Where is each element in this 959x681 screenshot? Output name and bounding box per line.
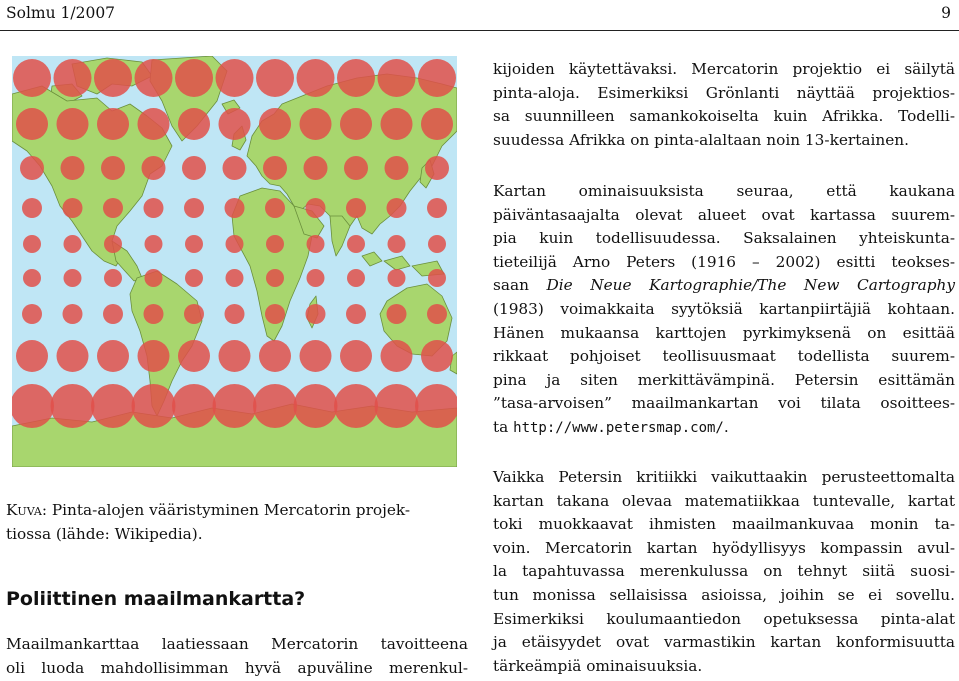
tissot-circle [144, 304, 164, 324]
right-paragraph-3 [493, 466, 955, 678]
right-paragraph-1 [493, 58, 955, 152]
caption-label: Kuva: [6, 501, 47, 519]
text-line: tun monissa sellaisissa asioissa, joihin se ei sovellu. [493, 585, 955, 604]
tissot-circle [307, 235, 325, 253]
tissot-circle [300, 108, 332, 140]
tissot-circle [142, 156, 166, 180]
tissot-circle [219, 340, 251, 372]
text-fragment: ta [493, 417, 514, 436]
tissot-circle [54, 59, 92, 97]
left-paragraph [6, 633, 468, 680]
page-number: 9 [941, 4, 951, 22]
text-line: Hänen mukaansa karttojen pyrkimyksenä on esittää [493, 323, 955, 342]
tissot-circle [145, 235, 163, 253]
tissot-circle [135, 59, 173, 97]
tissot-circle [12, 384, 54, 428]
text-line: toki muokkaavat ihmisten maailmankuvaa monin ta- [493, 515, 955, 534]
tissot-circle [103, 304, 123, 324]
tissot-circle [138, 108, 170, 140]
caption-line [6, 499, 466, 523]
tissot-circle [256, 59, 294, 97]
tissot-circle [265, 198, 285, 218]
tissot-circle [300, 340, 332, 372]
tissot-circle [145, 269, 163, 287]
tissot-circle [428, 269, 446, 287]
tissot-circle [226, 269, 244, 287]
text-line: voin. Mercatorin kartan hyödyllisyys kompassin avul- [493, 538, 955, 557]
figure-caption [6, 499, 466, 546]
text-line [493, 274, 955, 298]
tissot-circle [297, 59, 335, 97]
text-line: pia kuin todellisuudessa. Saksalainen yhteiskunta- [493, 229, 955, 248]
section-title: Poliittinen maailmankartta? [6, 588, 306, 610]
tissot-circle [427, 304, 447, 324]
tissot-circle [91, 384, 135, 428]
tissot-circle [51, 384, 95, 428]
tissot-circle [253, 384, 297, 428]
tissot-circle [178, 340, 210, 372]
tissot-circle [103, 198, 123, 218]
tissot-circle [337, 59, 375, 97]
caption-text: Pinta-alojen vääristyminen Mercatorin projek- [51, 501, 411, 519]
tissot-circle [378, 59, 416, 97]
right-paragraph-2 [493, 180, 955, 441]
tissot-circle [294, 384, 338, 428]
tissot-circle [132, 384, 176, 428]
tissot-circle [63, 304, 83, 324]
tissot-circle [172, 384, 216, 428]
text-line: Kartan ominaisuuksista seuraa, että kaukana [493, 182, 955, 200]
tissot-circle [64, 269, 82, 287]
tissot-circle [226, 235, 244, 253]
book-title: Die Neue Kartographie/The New Cartography [546, 276, 955, 295]
tissot-circle [213, 384, 257, 428]
tissot-circle [428, 235, 446, 253]
tissot-circle [266, 235, 284, 253]
tissot-circle [225, 198, 245, 218]
tissot-circle [388, 269, 406, 287]
tissot-circle [259, 108, 291, 140]
tissot-circle [94, 59, 132, 97]
tissot-circle [64, 235, 82, 253]
tissot-circle [344, 156, 368, 180]
header-rule [0, 30, 959, 31]
tissot-circle [421, 340, 453, 372]
tissot-circle [13, 59, 51, 97]
tissot-circle [22, 198, 42, 218]
tissot-circle [306, 198, 326, 218]
tissot-circle [346, 304, 366, 324]
tissot-circle [104, 269, 122, 287]
tissot-circle [259, 340, 291, 372]
tissot-circle [184, 198, 204, 218]
tissot-circle [347, 269, 365, 287]
tissot-circle [144, 198, 164, 218]
tissot-circle [375, 384, 419, 428]
text-line: Esimerkiksi koulumaantiedon opetuksessa pinta-alat [493, 609, 955, 628]
tissot-circle [387, 198, 407, 218]
caption-line: tiossa (lähde: Wikipedia). [6, 524, 203, 543]
tissot-circle [388, 235, 406, 253]
petersmap-link[interactable]: http://www.petersmap.com/ [513, 419, 724, 436]
tissot-circle [97, 340, 129, 372]
tissot-circle [185, 269, 203, 287]
tissot-circle [418, 59, 456, 97]
tissot-circle [23, 235, 41, 253]
tissot-circle [57, 340, 89, 372]
tissot-circle [340, 340, 372, 372]
text-line: rikkaat pohjoiset teollisuusmaat todellista suurem- [493, 347, 955, 366]
tissot-circle [61, 156, 85, 180]
text-line: pinta-aloja. Esimerkiksi Grönlanti näyttää projektios- [493, 83, 955, 102]
text-line: Maailmankarttaa laatiessaan Mercatorin tavoitteena [6, 635, 468, 653]
tissot-circle [334, 384, 378, 428]
tissot-circle [266, 269, 284, 287]
text-line: la tapahtuvassa merenkulussa on tehnyt siitä suosi- [493, 562, 955, 581]
tissot-circle [219, 108, 251, 140]
text-line: suudessa Afrikka on pinta-alaltaan noin 13-kertainen. [493, 130, 909, 149]
tissot-circle [138, 340, 170, 372]
text-fragment: saan [493, 276, 547, 295]
text-line: tärkeämpiä ominaisuuksia. [493, 656, 703, 675]
tissot-circle [23, 269, 41, 287]
tissot-circle [57, 108, 89, 140]
tissot-circle [265, 304, 285, 324]
tissot-circle [381, 340, 413, 372]
text-line [493, 416, 955, 441]
tissot-circle [101, 156, 125, 180]
text-line: sa suunnilleen samankokoiselta kuin Afrikka. Todelli- [493, 107, 955, 126]
tissot-circle [381, 108, 413, 140]
tissot-circle [22, 304, 42, 324]
tissot-circle [307, 269, 325, 287]
tissot-circle [63, 198, 83, 218]
tissot-circle [216, 59, 254, 97]
text-line: tieteilijä Arno Peters (1916 – 2002) esitti teokses- [493, 252, 955, 271]
text-line: oli luoda mahdollisimman hyvä apuväline merenkul- [6, 658, 468, 677]
text-line: Vaikka Petersin kritiikki vaikuttaakin perusteettomalta [493, 468, 955, 486]
text-line: kartan takana olevaa matematiikkaa tuntevalle, kartat [493, 491, 955, 510]
tissot-circle [178, 108, 210, 140]
text-line: (1983) voimakkaita syytöksiä kartanpiirtäjiä kohtaan. [493, 299, 955, 318]
tissot-circle [97, 108, 129, 140]
mercator-map-figure [12, 56, 457, 467]
text-fragment: . [723, 417, 729, 436]
text-line: ”tasa-arvoisen” maailmankartan voi tilata osoittees- [493, 394, 955, 413]
tissot-circle [184, 304, 204, 324]
tissot-circle [304, 156, 328, 180]
running-header-left: Solmu 1/2007 [6, 4, 116, 22]
tissot-circle [421, 108, 453, 140]
tissot-circle [20, 156, 44, 180]
text-line: ja etäisyydet ovat varmastikin kartan konformisuutta [493, 633, 955, 652]
tissot-circle [223, 156, 247, 180]
text-line: pina ja siten merkittävämpinä. Petersin esittämän [493, 370, 955, 389]
tissot-circle [346, 198, 366, 218]
tissot-circle [16, 108, 48, 140]
tissot-circle [427, 198, 447, 218]
text-line: päiväntasaajalta olevat alueet ovat kartassa suurem- [493, 205, 955, 224]
tissot-circle [425, 156, 449, 180]
tissot-circle [347, 235, 365, 253]
text-line: kijoiden käytettävaksi. Mercatorin projektio ei säilytä [493, 60, 955, 78]
tissot-circle [387, 304, 407, 324]
tissot-circle [182, 156, 206, 180]
tissot-circle [306, 304, 326, 324]
tissot-circle [16, 340, 48, 372]
tissot-circle [263, 156, 287, 180]
tissot-circle [185, 235, 203, 253]
tissot-circle [415, 384, 457, 428]
tissot-circle [225, 304, 245, 324]
tissot-circle [385, 156, 409, 180]
tissot-circle [104, 235, 122, 253]
tissot-circle [340, 108, 372, 140]
tissot-circle [175, 59, 213, 97]
